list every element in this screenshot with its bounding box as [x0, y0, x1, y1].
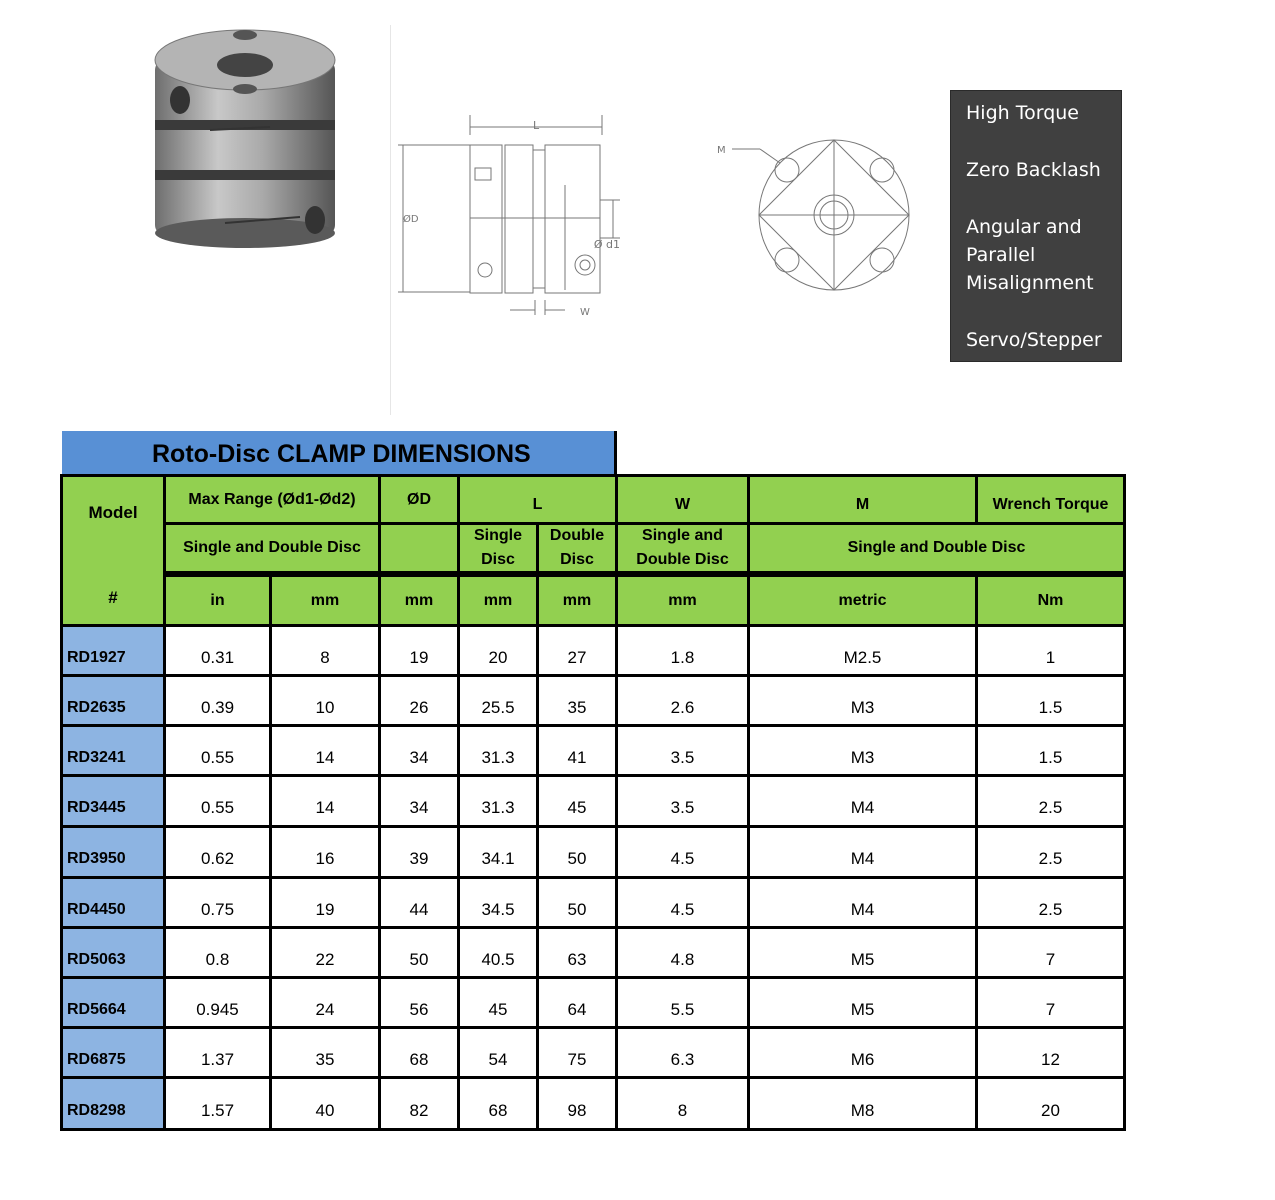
torque-cell: 1.5 — [978, 727, 1123, 774]
range-in-cell: 1.57 — [166, 1079, 269, 1128]
od-cell: 50 — [381, 929, 457, 976]
dim-m-label: M — [717, 145, 726, 156]
model-cell: RD6875 — [63, 1029, 163, 1076]
range-in-cell: 0.55 — [166, 777, 269, 825]
header-mm-w: mm — [618, 577, 747, 624]
range-in-cell: 0.39 — [166, 677, 269, 724]
front-view-drawing — [712, 135, 912, 305]
w-cell: 4.8 — [618, 929, 747, 976]
torque-cell: 1.5 — [978, 677, 1123, 724]
torque-cell: 7 — [978, 929, 1123, 976]
table-title: Roto-Disc CLAMP DIMENSIONS — [62, 431, 617, 474]
od-cell: 44 — [381, 879, 457, 926]
l-single-cell: 34.1 — [460, 828, 536, 876]
l-single-cell: 31.3 — [460, 777, 536, 825]
l-double-cell: 50 — [539, 828, 615, 876]
header-max-range-sub: Single and Double Disc — [166, 525, 378, 571]
dimensions-table — [60, 474, 1126, 1131]
w-cell: 5.5 — [618, 979, 747, 1026]
model-cell: RD5664 — [63, 979, 163, 1026]
divider-line — [390, 25, 391, 415]
od-cell: 26 — [381, 677, 457, 724]
range-in-cell: 0.945 — [166, 979, 269, 1026]
w-cell: 3.5 — [618, 727, 747, 774]
header-od-sub — [381, 525, 457, 571]
od-cell: 56 — [381, 979, 457, 1026]
m-cell: M4 — [750, 828, 975, 876]
range-mm-cell: 8 — [272, 627, 378, 674]
header-mm-range: mm — [272, 577, 378, 624]
header-max-range: Max Range (Ød1-Ød2) — [166, 477, 378, 522]
m-cell: M6 — [750, 1029, 975, 1076]
l-double-cell: 75 — [539, 1029, 615, 1076]
l-double-cell: 50 — [539, 879, 615, 926]
l-double-cell: 45 — [539, 777, 615, 825]
header-model-number: # — [63, 574, 163, 624]
model-cell: RD3950 — [63, 828, 163, 876]
torque-cell: 2.5 — [978, 879, 1123, 926]
torque-cell: 7 — [978, 979, 1123, 1026]
od-cell: 19 — [381, 627, 457, 674]
model-cell: RD1927 — [63, 627, 163, 674]
header-mm-od: mm — [381, 577, 457, 624]
range-in-cell: 0.55 — [166, 727, 269, 774]
range-in-cell: 0.75 — [166, 879, 269, 926]
header-od: ØD — [381, 477, 457, 522]
header-l: L — [460, 477, 615, 522]
w-cell: 1.8 — [618, 627, 747, 674]
range-in-cell: 0.8 — [166, 929, 269, 976]
header-l-single: Single Disc — [460, 525, 536, 571]
range-in-cell: 0.62 — [166, 828, 269, 876]
model-cell: RD2635 — [63, 677, 163, 724]
torque-cell: 12 — [978, 1029, 1123, 1076]
header-model: Model — [63, 477, 163, 574]
l-single-cell: 68 — [460, 1079, 536, 1128]
range-mm-cell: 24 — [272, 979, 378, 1026]
header-metric: metric — [750, 577, 975, 624]
w-cell: 8 — [618, 1079, 747, 1128]
torque-cell: 20 — [978, 1079, 1123, 1128]
od-cell: 34 — [381, 777, 457, 825]
m-cell: M5 — [750, 929, 975, 976]
l-single-cell: 40.5 — [460, 929, 536, 976]
od-cell: 39 — [381, 828, 457, 876]
model-cell: RD4450 — [63, 879, 163, 926]
l-single-cell: 25.5 — [460, 677, 536, 724]
model-cell: RD3241 — [63, 727, 163, 774]
od-cell: 68 — [381, 1029, 457, 1076]
model-cell: RD8298 — [63, 1079, 163, 1128]
range-in-cell: 1.37 — [166, 1029, 269, 1076]
m-cell: M5 — [750, 979, 975, 1026]
range-mm-cell: 22 — [272, 929, 378, 976]
header-m-sub: Single and Double Disc — [750, 525, 1123, 571]
dim-l-label: L — [533, 119, 540, 132]
header-in: in — [166, 577, 269, 624]
l-single-cell: 31.3 — [460, 727, 536, 774]
dim-w-label: W — [580, 307, 590, 318]
header-mm-l-single: mm — [460, 577, 536, 624]
range-mm-cell: 40 — [272, 1079, 378, 1128]
torque-cell: 1 — [978, 627, 1123, 674]
feature-misalignment: Angular and Parallel Misalignment — [966, 216, 1094, 294]
range-mm-cell: 14 — [272, 777, 378, 825]
header-m: M — [750, 477, 975, 522]
l-single-cell: 45 — [460, 979, 536, 1026]
header-l-double: Double Disc — [539, 525, 615, 571]
torque-cell: 2.5 — [978, 828, 1123, 876]
header-mm-l-double: mm — [539, 577, 615, 624]
m-cell: M3 — [750, 677, 975, 724]
dim-od-label: ØD — [403, 214, 419, 225]
header-nm: Nm — [978, 577, 1123, 624]
dim-d1-label: Ø d1 — [593, 238, 620, 251]
m-cell: M2.5 — [750, 627, 975, 674]
l-double-cell: 41 — [539, 727, 615, 774]
feature-zero-backlash: Zero Backlash — [966, 159, 1101, 181]
model-cell: RD3445 — [63, 777, 163, 825]
l-double-cell: 35 — [539, 677, 615, 724]
range-in-cell: 0.31 — [166, 627, 269, 674]
torque-cell: 2.5 — [978, 777, 1123, 825]
w-cell: 6.3 — [618, 1029, 747, 1076]
range-mm-cell: 14 — [272, 727, 378, 774]
w-cell: 2.6 — [618, 677, 747, 724]
m-cell: M8 — [750, 1079, 975, 1128]
l-double-cell: 27 — [539, 627, 615, 674]
range-mm-cell: 35 — [272, 1029, 378, 1076]
w-cell: 3.5 — [618, 777, 747, 825]
l-double-cell: 63 — [539, 929, 615, 976]
od-cell: 34 — [381, 727, 457, 774]
m-cell: M3 — [750, 727, 975, 774]
l-double-cell: 98 — [539, 1079, 615, 1128]
coupling-photo — [150, 25, 340, 250]
header-wrench-torque: Wrench Torque — [978, 477, 1123, 522]
header-w-sub: Single and Double Disc — [618, 525, 747, 571]
header-w: W — [618, 477, 747, 522]
m-cell: M4 — [750, 879, 975, 926]
range-mm-cell: 16 — [272, 828, 378, 876]
features-box — [950, 90, 1122, 362]
od-cell: 82 — [381, 1079, 457, 1128]
feature-high-torque: High Torque — [966, 102, 1079, 124]
model-cell: RD5063 — [63, 929, 163, 976]
range-mm-cell: 10 — [272, 677, 378, 724]
l-double-cell: 64 — [539, 979, 615, 1026]
feature-servo-stepper: Servo/Stepper — [966, 329, 1102, 351]
side-view-drawing — [395, 110, 620, 325]
l-single-cell: 54 — [460, 1029, 536, 1076]
l-single-cell: 34.5 — [460, 879, 536, 926]
w-cell: 4.5 — [618, 828, 747, 876]
l-single-cell: 20 — [460, 627, 536, 674]
m-cell: M4 — [750, 777, 975, 825]
w-cell: 4.5 — [618, 879, 747, 926]
range-mm-cell: 19 — [272, 879, 378, 926]
